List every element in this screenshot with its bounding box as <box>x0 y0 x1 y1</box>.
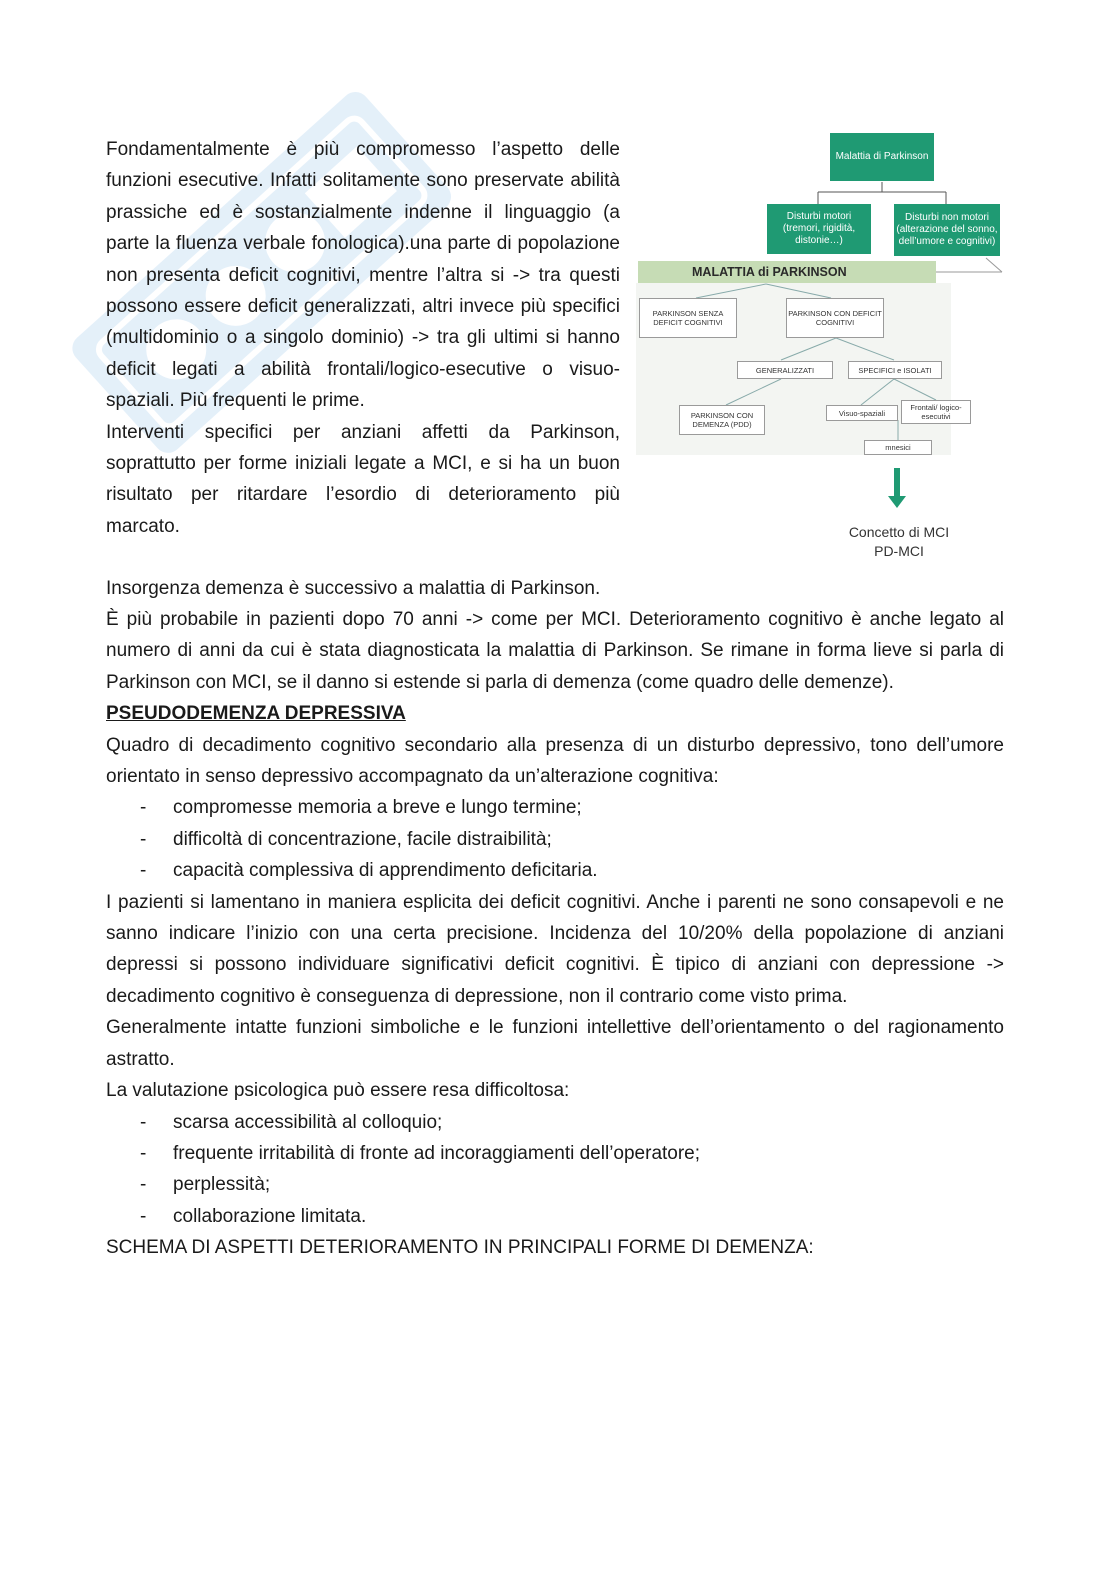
bullet-dash: - <box>140 860 147 882</box>
connector-line <box>986 258 1002 272</box>
connector-line <box>726 379 781 405</box>
node-parkinson-demenza: PARKINSON CON DEMENZA (PDD) <box>679 405 765 435</box>
list-item <box>106 792 1004 823</box>
connector-line <box>781 338 836 360</box>
list-item-text: difficoltà di concentrazione, facile distraibilità; <box>173 828 552 850</box>
list-item <box>106 855 1004 886</box>
bullet-dash: - <box>140 1205 147 1227</box>
node-parkinson-con: PARKINSON CON DEFICIT COGNITIVI <box>786 298 884 338</box>
list-item <box>106 1169 1004 1200</box>
diagram-connectors <box>636 130 1016 570</box>
node-generalizzati: GENERALIZZATI <box>737 361 833 379</box>
paragraph-funzioni-esecutive: Fondamentalmente è più compromesso l’aspetto delle funzioni esecutive. Infatti solitamente sono preservate abilità prassiche ed è sostanzialmente indenne il linguaggio (a parte la fluenza verbale fonologica).una parte di popolazione non presenta deficit cognitivi, mentre l’altra si -> tra questi possono essere deficit generalizzati, altri invece più specifici (multidominio o a singolo dominio) -> tra gli ultimi si hanno deficit legati a abilità frontali/logico-esecutive o visuo-spaziali. Più frequenti le prime. <box>106 139 620 412</box>
heading-pseudodemenza: PSEUDODEMENZA DEPRESSIVA <box>106 703 406 725</box>
concetto-mci-label: Concetto di MCI PD-MCI <box>848 524 950 559</box>
connector-line <box>696 284 766 298</box>
bullet-dash: - <box>140 1174 147 1196</box>
paragraph-generalmente: Generalmente intatte funzioni simboliche e le funzioni intellettive dell’orientamento o del ragionamento astratto. <box>106 1017 1004 1070</box>
paragraph-interventi: Interventi specifici per anziani affetti da Parkinson, soprattutto per forme iniziali legate a MCI, e si ha un buon risultato per ritardare l’esordio di deterioramento più marcato. <box>106 421 620 537</box>
down-arrow-icon <box>888 496 906 508</box>
list-item-text: scarsa accessibilità al colloquio; <box>173 1111 443 1133</box>
connector-line <box>836 338 894 360</box>
paragraph-quadro: Quadro di decadimento cognitivo secondario alla presenza di un disturbo depressivo, tono dell’umore orientato in senso depressivo accompagnato da un’alterazione cognitiva: <box>106 734 1004 788</box>
list-item <box>106 824 1004 855</box>
paragraph-eta: È più probabile in pazienti dopo 70 anni -> come per MCI. Deterioramento cognitivo è anche legato al numero di anni da cui è stata diagnosticata la malattia di Parkinson. Se rimane in forma lieve si parla di Parkinson con MCI, se il danno si estende si parla di demenza (come quadro delle demenze). <box>106 609 1004 693</box>
section-heading <box>106 698 1004 729</box>
paragraph-insorgenza: Insorgenza demenza è successivo a malattia di Parkinson. <box>106 578 601 599</box>
list-item-text: perplessità; <box>173 1174 271 1196</box>
list-item <box>106 1107 1004 1138</box>
list-item <box>106 1201 1004 1232</box>
parkinson-diagram <box>636 130 1016 570</box>
paragraph-valutazione: La valutazione psicologica può essere resa difficoltosa: <box>106 1080 570 1102</box>
connector-line <box>861 379 894 405</box>
node-specifici-isolati: SPECIFICI e ISOLATI <box>848 361 942 379</box>
bullet-dash: - <box>140 828 147 850</box>
arrow-shaft <box>894 468 900 498</box>
list-sintomi <box>106 792 1004 886</box>
list-item-text: capacità complessiva di apprendimento deficitaria. <box>173 860 598 882</box>
list-difficolta <box>106 1107 1004 1233</box>
band-malattia-parkinson: MALATTIA di PARKINSON <box>638 261 936 283</box>
node-frontali: Frontali/ logico-esecutivi <box>901 400 971 424</box>
bullet-dash: - <box>140 1111 147 1133</box>
bullet-dash: - <box>140 1142 147 1164</box>
list-item-text: frequente irritabilità di fronte ad incoraggiamenti dell’operatore; <box>173 1142 701 1164</box>
node-disturbi-non-motori: Disturbi non motori (alterazione del sonno, dell’umore e cognitivi) <box>894 204 1000 256</box>
node-malattia-parkinson: Malattia di Parkinson <box>830 133 934 181</box>
paragraph-pazienti: I pazienti si lamentano in maniera esplicita dei deficit cognitivi. Anche i parenti ne sono consapevoli e ne sanno indicare l’inizio con una certa precisione. Incidenza del 10/20% della popolazione di anziani depressi si possono individuare significativi deficit cognitivi. È tipico di anziani con depressione -> decadimento cognitivo è conseguenza di depressione, non il contrario come visto prima. <box>106 891 1004 1007</box>
node-disturbi-motori: Disturbi motori (tremori, rigidità, distonie…) <box>767 204 871 254</box>
node-mnesici: mnesici <box>864 440 932 455</box>
list-item-text: collaborazione limitata. <box>173 1205 367 1227</box>
node-visuo-spaziali: Visuo-spaziali <box>826 405 898 421</box>
paragraph-schema: SCHEMA DI ASPETTI DETERIORAMENTO IN PRINCIPALI FORME DI DEMENZA: <box>106 1237 814 1259</box>
main-text <box>106 604 1004 1264</box>
connector-line <box>766 284 831 298</box>
bullet-dash: - <box>140 797 147 819</box>
list-item-text: compromesse memoria a breve e lungo termine; <box>173 797 582 819</box>
left-column-text <box>106 134 620 542</box>
connector-line <box>894 379 936 400</box>
list-item <box>106 1138 1004 1169</box>
node-parkinson-senza: PARKINSON SENZA DEFICIT COGNITIVI <box>639 298 737 338</box>
